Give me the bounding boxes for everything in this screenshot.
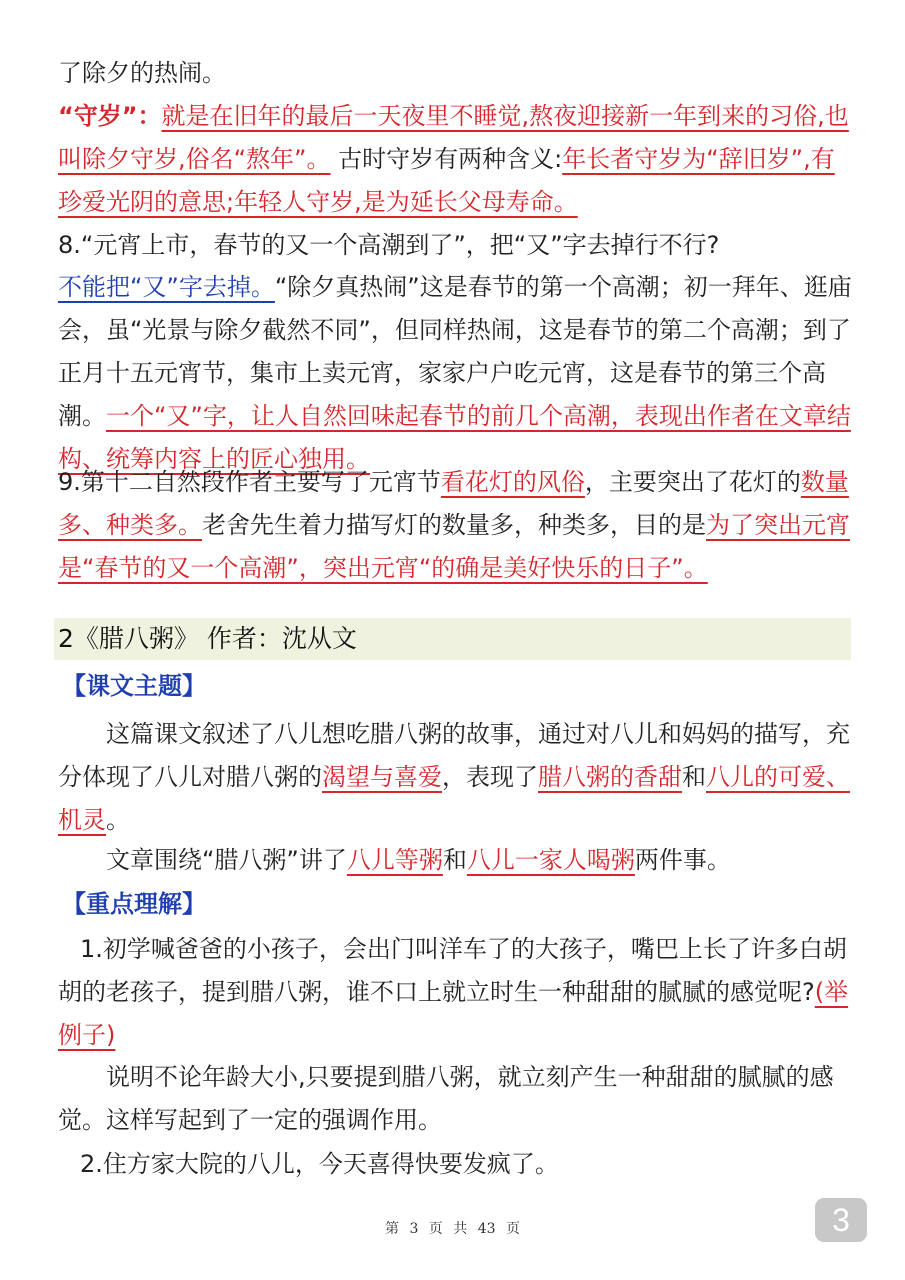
text-span: 和	[442, 846, 467, 874]
section-title: 2《腊八粥》 作者：沈从文	[58, 624, 357, 653]
answer-8	[58, 266, 853, 481]
question-8	[58, 224, 853, 267]
q9-highlight-purpose: 为了突出元宵是“春节的又一个高潮”，突出元宵“的确是美好快乐的日子”。	[58, 511, 850, 582]
page-footer: 第 3 页 共 43 页	[385, 1221, 520, 1237]
page-number-badge: 3	[815, 1198, 867, 1242]
theme-paragraph	[58, 713, 853, 842]
key-point-2	[58, 1143, 853, 1186]
theme-label: 【课文主题】	[62, 672, 206, 700]
text-span: 古时守岁有两种含义:	[338, 145, 563, 173]
text-span: ，主要突出了花灯的	[584, 468, 801, 496]
highlight-shousui-meaning: 年长者守岁为“辞旧岁”,有珍爱光阴的意思;年轻人守岁,是为延长父母寿命。	[58, 145, 835, 216]
event-1: 八儿等粥	[346, 846, 443, 874]
events-paragraph	[58, 839, 853, 882]
answer-8-key: 不能把“又”字去掉。	[58, 273, 275, 301]
text-span: 文章围绕“腊八粥”讲了	[106, 846, 347, 874]
key-point-1	[58, 928, 853, 1057]
theme-highlight-cute: 八儿的可爱、机灵	[58, 763, 850, 834]
text-span: 这篇课文叙述了八儿想吃腊八粥的故事，通过对八儿和妈妈的描写，充分体现了八儿对腊八粥的	[58, 720, 850, 791]
key-points-label: 【重点理解】	[62, 890, 206, 918]
text-span: 1.初学喊爸爸的小孩子，会出门叫洋车了的大孩子，嘴巴上长了许多白胡胡的老孩子，提到腊八粥，谁不口上就立时生一种甜甜的腻腻的感觉呢?	[58, 935, 847, 1006]
text-span: 了除夕的热闹。	[58, 59, 226, 87]
text-span: ，表现了	[442, 763, 538, 791]
rhetoric-tag: (举例子)	[58, 978, 849, 1049]
text-span: 2.住方家大院的八儿，今天喜得快要发疯了。	[80, 1150, 559, 1178]
term-shousui: “守岁”：	[58, 102, 162, 130]
text-span: 和	[682, 763, 706, 791]
definition-shousui: 就是在旧年的最后一天夜里不睡觉,熬夜迎接新一年到来的习俗,也叫除夕守岁,俗名“熬年”。	[58, 102, 849, 173]
key-point-1-answer	[58, 1056, 853, 1142]
paragraph-shousui	[58, 95, 853, 224]
paragraph-line-1	[58, 52, 853, 95]
text-span: 9.第十二自然段作者主要写了元宵节	[58, 468, 441, 496]
theme-highlight-desire: 渴望与喜爱	[322, 763, 442, 791]
q9-highlight-amount: 数量多、种类多。	[58, 468, 849, 539]
text-span: 。	[106, 806, 130, 834]
text-span: 老舍先生着力描写灯的数量多，种类多，目的是	[202, 511, 706, 539]
text-span: 说明不论年龄大小,只要提到腊八粥，就立刻产生一种甜甜的腻腻的感觉。这样写起到了一定的强调作用。	[58, 1063, 834, 1134]
answer-8-highlight: 一个“又”字，让人自然回味起春节的前几个高潮，表现出作者在文章结构、统筹内容上的匠心独用。	[58, 402, 851, 473]
theme-highlight-sweet: 腊八粥的香甜	[538, 763, 682, 791]
question-text: 8.“元宵上市，春节的又一个高潮到了”，把“又”字去掉行不行?	[58, 231, 720, 259]
text-span: 两件事。	[634, 846, 731, 874]
question-9	[58, 461, 853, 590]
event-2: 八儿一家人喝粥	[466, 846, 635, 874]
q9-highlight-custom: 看花灯的风俗	[440, 468, 585, 496]
answer-8-body: “除夕真热闹”这是春节的第一个高潮；初一拜年、逛庙会，虽“光景与除夕截然不同”，但同样热闹，这是春节的第二个高潮；到了正月十五元宵节，集市上卖元宵，家家户户吃元宵，这是春节的第三个高潮。	[58, 273, 852, 430]
